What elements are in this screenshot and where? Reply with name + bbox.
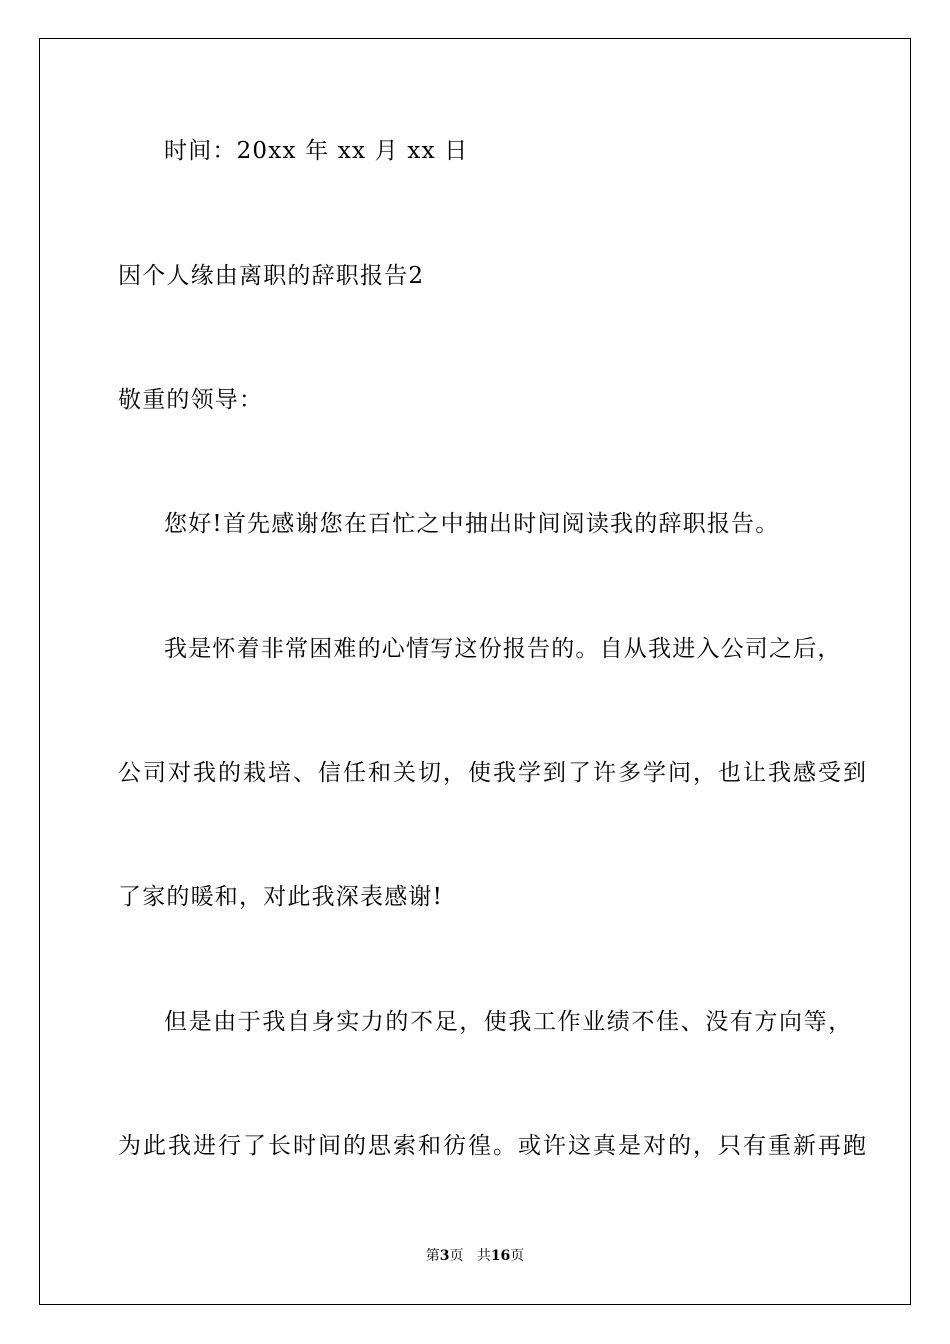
paragraph-line: 您好!首先感谢您在百忙之中抽出时间阅读我的辞职报告。	[164, 511, 780, 537]
paragraph-line: 公司对我的栽培、信任和关切，使我学到了许多学问，也让我感受到	[118, 760, 868, 786]
paragraph-line: 但是由于我自身实力的不足，使我工作业绩不佳、没有方向等，	[164, 1009, 853, 1035]
page-prefix: 第	[425, 1248, 440, 1264]
total-prefix: 共	[476, 1248, 491, 1264]
date-line: 时间：20xx 年 xx 月 xx 日	[164, 138, 469, 164]
page-border	[39, 38, 911, 1305]
total-suffix: 页	[510, 1248, 525, 1264]
salutation: 敬重的领导：	[118, 387, 264, 413]
current-page-number: 3	[439, 1248, 450, 1264]
page-footer	[0, 1247, 950, 1265]
section-title: 因个人缘由离职的辞职报告2	[118, 263, 425, 289]
total-pages-number: 16	[490, 1248, 511, 1264]
paragraph-line: 为此我进行了长时间的思索和彷徨。或许这真是对的，只有重新再跑	[118, 1133, 868, 1159]
page-suffix: 页	[449, 1248, 464, 1264]
paragraph-line: 了家的暖和，对此我深表感谢!	[118, 884, 444, 910]
paragraph-line: 我是怀着非常困难的心情写这份报告的。自从我进入公司之后，	[164, 636, 842, 662]
